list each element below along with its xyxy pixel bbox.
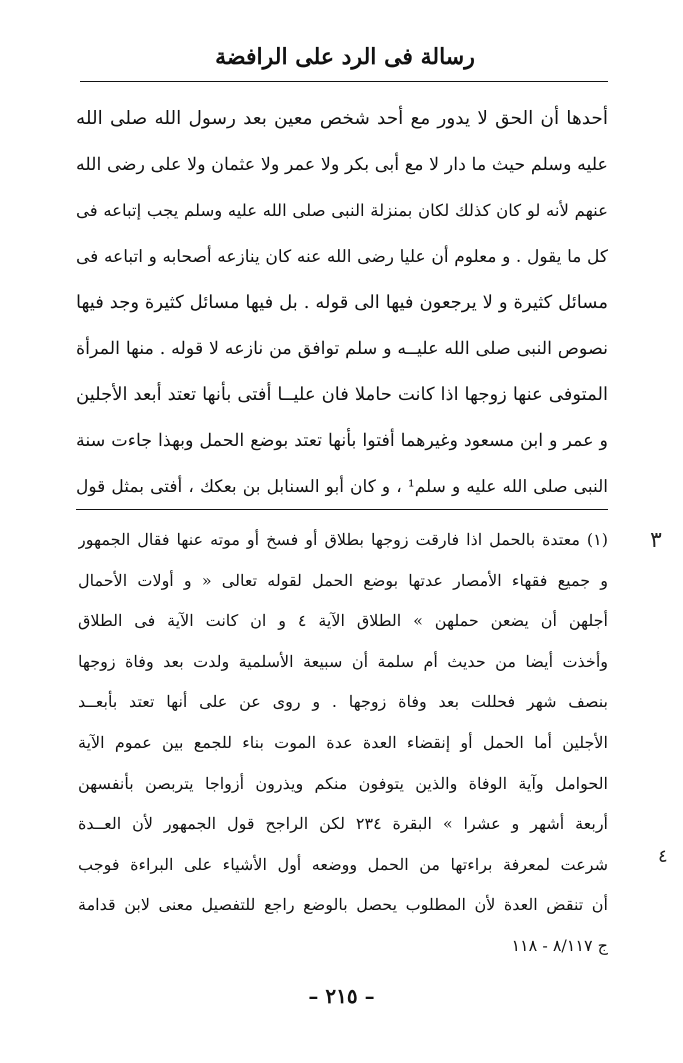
body-line: مسائل كثيرة و لا يرجعون فيها الى قوله . بل فيها مسائل كثيرة وجد فيها [76,292,608,313]
footnote-line: بنصف شهر فحللت بعد وفاة زوجها . و روى عن على أنها تعتد بأبعــد [78,692,608,712]
footnotes [78,520,608,967]
header-rule [80,81,608,82]
footnote-line: الأجلين أما الحمل أو إنقضاء العدة عدة الموت بناء للجمع بين عموم الآية [78,732,608,752]
body-line: النبى صلى الله عليه و سلم¹ ، و كان أبو السنابل بن بعكك ، أفتى بمثل قول [76,477,608,497]
margin-mark: ٤ [658,846,668,867]
footnote-line: أربعة أشهر و عشرا » البقرة ٢٣٤ لكن الراجح قول الجمهور لأن العــدة [78,814,608,834]
footnote-line: الحوامل وآية الوفاة والذين يتوفون منكم ويذرون أزواجا يتربصن بأنفسهن [78,773,608,793]
footnote-line: أن تنقض العدة لأن المطلوب يحصل بالوضع راجع للتفصيل معنى لابن قدامة [78,895,608,915]
body-line: نصوص النبى صلى الله عليــه و سلم توافق من نازعه لا قوله . منها المرأة [76,339,608,359]
body-line: و عمر و ابن مسعود وغيرهما أفتوا بأنها تعتد بوضع الحمل وبهذا جاءت سنة [76,431,608,451]
body-line: كل ما يقول . و معلوم أن عليا رضى الله عنه كان ينازعه أصحابه و اتباعه فى [76,247,608,267]
footnote-line: شرعت لمعرفة براءتها من الحمل ووضعه أول الأشياء على البراءة فوجب [78,854,608,874]
footnote-line: (١) معتدة بالحمل اذا فارقت زوجها بطلاق أو فسخ أو موته عنها فقال الجمهور [78,530,608,549]
footnote-reference: ج ٨/١١٧ - ١١٨ [511,935,608,955]
running-header: رسالة فى الرد على الرافضة [215,44,475,70]
footnote-rule [76,509,608,510]
footnote-line: وأخذت أيضا من حديث أم سلمة أن سبيعة الأسلمية ولدت بعد وفاة زوجها [78,651,608,671]
body-line: المتوفى عنها زوجها اذا كانت حاملا فان عليــا أفتى بأنها تعتد أبعد الأجلين [76,384,608,405]
margin-mark: ٣ [650,528,662,553]
body-line: عنهم لأنه لو كان كذلك لكان بمنزلة النبى صلى الله عليه وسلم يجب إتباعه فى [76,201,608,220]
footnote-line: و جميع فقهاء الأمصار عدتها بوضع الحمل لقوله تعالى « و أولات الأحمال [78,570,608,590]
body-line: عليه وسلم حيث ما دار لا مع أبى بكر ولا عمر ولا عثمان ولا على رضى الله [76,155,608,175]
main-text [76,96,608,510]
body-line: أحدها أن الحق لا يدور مع أحد شخص معين بعد رسول الله صلى الله [76,108,608,129]
page-number: – ٢١٥ – [308,984,375,1008]
footnote-line: أجلهن أن يضعن حملهن » الطلاق الآية ٤ و ان كانت الآية فى الطلاق [78,611,608,631]
